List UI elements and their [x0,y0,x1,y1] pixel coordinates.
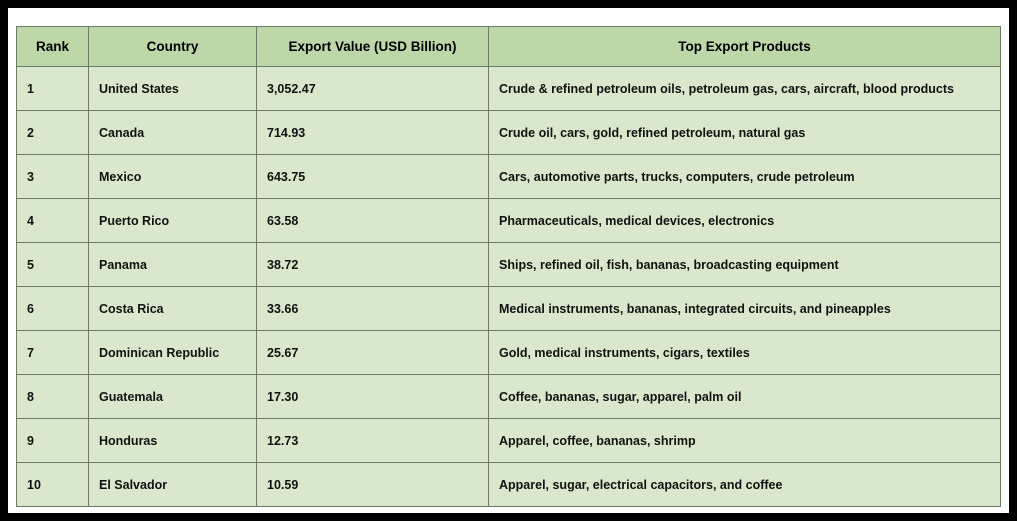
table-row [17,67,1001,111]
cell-country: Mexico [89,155,257,199]
cell-rank: 10 [17,463,89,507]
cell-country: Honduras [89,419,257,463]
cell-export-value: 10.59 [257,463,489,507]
table-row [17,463,1001,507]
cell-rank: 9 [17,419,89,463]
cell-export-value: 25.67 [257,331,489,375]
table-row [17,375,1001,419]
cell-country: Guatemala [89,375,257,419]
table-row [17,287,1001,331]
cell-country: United States [89,67,257,111]
cell-export-value: 63.58 [257,199,489,243]
table-row [17,243,1001,287]
cell-top-export-products: Coffee, bananas, sugar, apparel, palm oil [489,375,1001,419]
cell-rank: 2 [17,111,89,155]
column-header-rank: Rank [17,27,89,67]
table-row [17,419,1001,463]
cell-rank: 1 [17,67,89,111]
cell-rank: 7 [17,331,89,375]
cell-country: Costa Rica [89,287,257,331]
document-page [8,8,1009,513]
table-row [17,155,1001,199]
cell-rank: 6 [17,287,89,331]
cell-export-value: 643.75 [257,155,489,199]
cell-export-value: 3,052.47 [257,67,489,111]
export-table [16,26,1001,507]
cell-export-value: 17.30 [257,375,489,419]
cell-export-value: 12.73 [257,419,489,463]
table-header-row [17,27,1001,67]
table-row [17,199,1001,243]
cell-rank: 8 [17,375,89,419]
cell-top-export-products: Pharmaceuticals, medical devices, electronics [489,199,1001,243]
cell-top-export-products: Crude & refined petroleum oils, petroleum gas, cars, aircraft, blood products [489,67,1001,111]
cell-export-value: 714.93 [257,111,489,155]
cell-rank: 5 [17,243,89,287]
table-row [17,331,1001,375]
column-header-export-value: Export Value (USD Billion) [257,27,489,67]
column-header-top-export-products: Top Export Products [489,27,1001,67]
cell-top-export-products: Apparel, sugar, electrical capacitors, and coffee [489,463,1001,507]
cell-country: Panama [89,243,257,287]
cell-country: El Salvador [89,463,257,507]
cell-top-export-products: Apparel, coffee, bananas, shrimp [489,419,1001,463]
cell-country: Puerto Rico [89,199,257,243]
column-header-country: Country [89,27,257,67]
cell-top-export-products: Medical instruments, bananas, integrated circuits, and pineapples [489,287,1001,331]
table-body [17,67,1001,507]
cell-top-export-products: Ships, refined oil, fish, bananas, broadcasting equipment [489,243,1001,287]
table-row [17,111,1001,155]
cell-country: Dominican Republic [89,331,257,375]
cell-rank: 4 [17,199,89,243]
cell-top-export-products: Cars, automotive parts, trucks, computers, crude petroleum [489,155,1001,199]
table-header [17,27,1001,67]
cell-top-export-products: Crude oil, cars, gold, refined petroleum, natural gas [489,111,1001,155]
export-table-container [16,26,1001,507]
cell-export-value: 33.66 [257,287,489,331]
cell-rank: 3 [17,155,89,199]
cell-top-export-products: Gold, medical instruments, cigars, textiles [489,331,1001,375]
cell-export-value: 38.72 [257,243,489,287]
cell-country: Canada [89,111,257,155]
